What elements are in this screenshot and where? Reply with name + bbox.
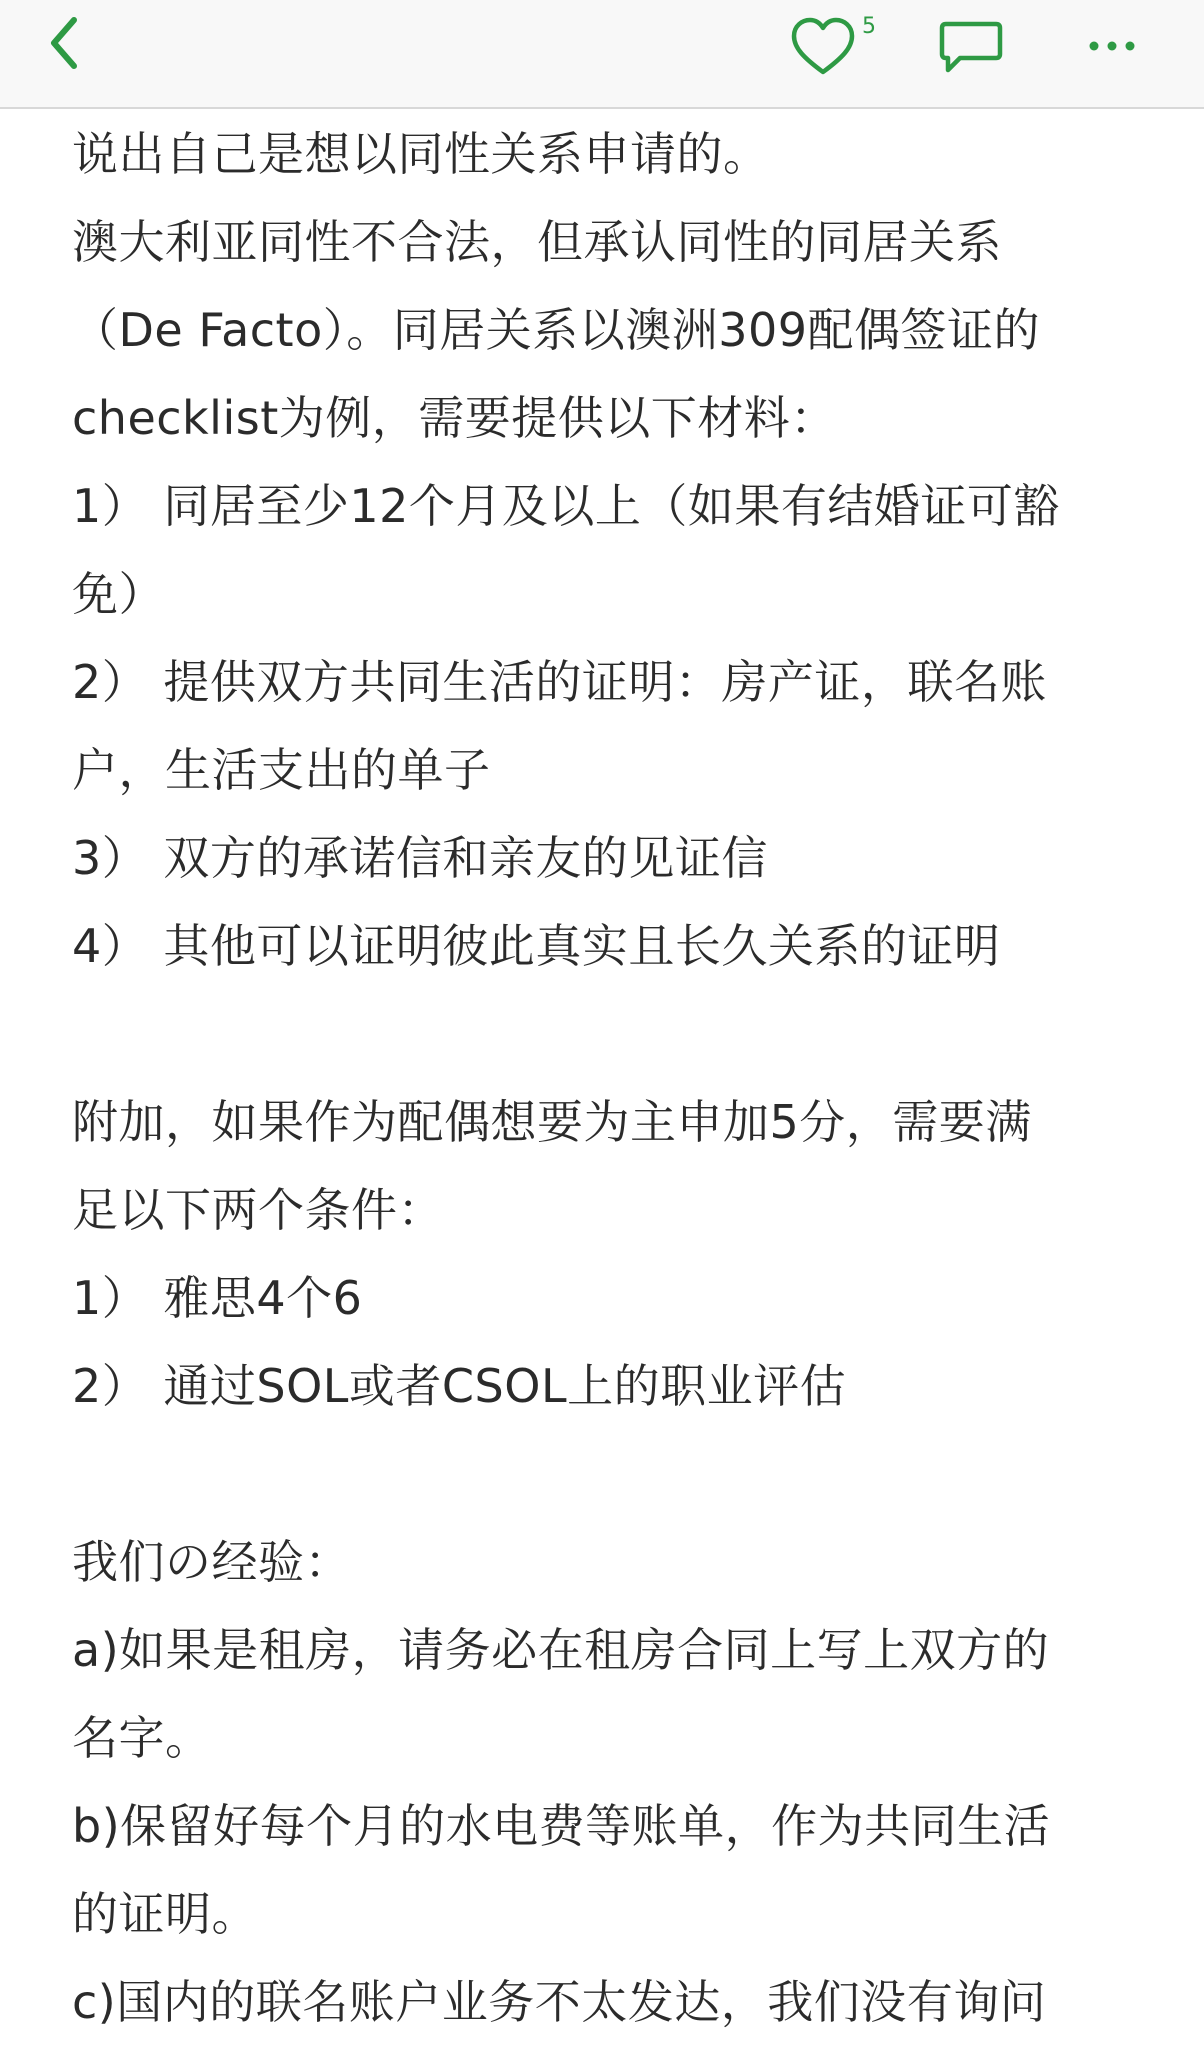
blank-line (72, 990, 1132, 1078)
article-line: 2） 提供双方共同生活的证明：房产证，联名账 (72, 655, 1047, 709)
article-line: 2） 通过SOL或者CSOL上的职业评估 (72, 1359, 847, 1413)
back-button[interactable] (44, 14, 94, 72)
top-navigation-bar (0, 0, 1204, 109)
more-icon (1086, 24, 1138, 68)
article-line: 3） 双方的承诺信和亲友的见证信 (72, 831, 768, 885)
article-line: 4） 其他可以证明彼此真实且长久关系的证明 (72, 919, 1001, 973)
comment-icon (938, 18, 1004, 76)
article-line: 附加，如果作为配偶想要为主申加5分，需要满 (72, 1095, 1032, 1149)
article-line: 说出自己是想以同性关系申请的。 (72, 127, 770, 181)
more-button[interactable] (1086, 24, 1138, 68)
article-line: 户，生活支出的单子 (72, 743, 491, 797)
article-line: 澳大利亚同性不合法，但承认同性的同居关系 (72, 215, 1002, 269)
article-line: 名字。 (72, 1711, 212, 1765)
article-body (72, 110, 1132, 2046)
article-line: 足以下两个条件： (72, 1183, 444, 1237)
blank-line (72, 1430, 1132, 1518)
like-count: 5 (862, 14, 876, 39)
article-line: 免） (72, 567, 165, 621)
article-line: a)如果是租房，请务必在租房合同上写上双方的 (72, 1623, 1050, 1677)
like-button[interactable] (788, 14, 898, 82)
article-line: 1） 同居至少12个月及以上（如果有结婚证可豁 (72, 479, 1060, 533)
comment-button[interactable] (938, 18, 1004, 76)
article-line: checklist为例，需要提供以下材料： (72, 391, 837, 445)
article-line: 我们の经验： (72, 1535, 351, 1589)
article-line: （De Facto）。同居关系以澳洲309配偶签证的 (72, 303, 1041, 357)
article-line: 1） 雅思4个6 (72, 1271, 363, 1325)
article-line: b)保留好每个月的水电费等账单，作为共同生活 (72, 1799, 1051, 1853)
article-line: c)国内的联名账户业务不太发达，我们没有询问 (72, 1975, 1047, 2029)
article-line: 的证明。 (72, 1887, 258, 1941)
back-icon (44, 14, 94, 72)
heart-icon (788, 14, 858, 82)
